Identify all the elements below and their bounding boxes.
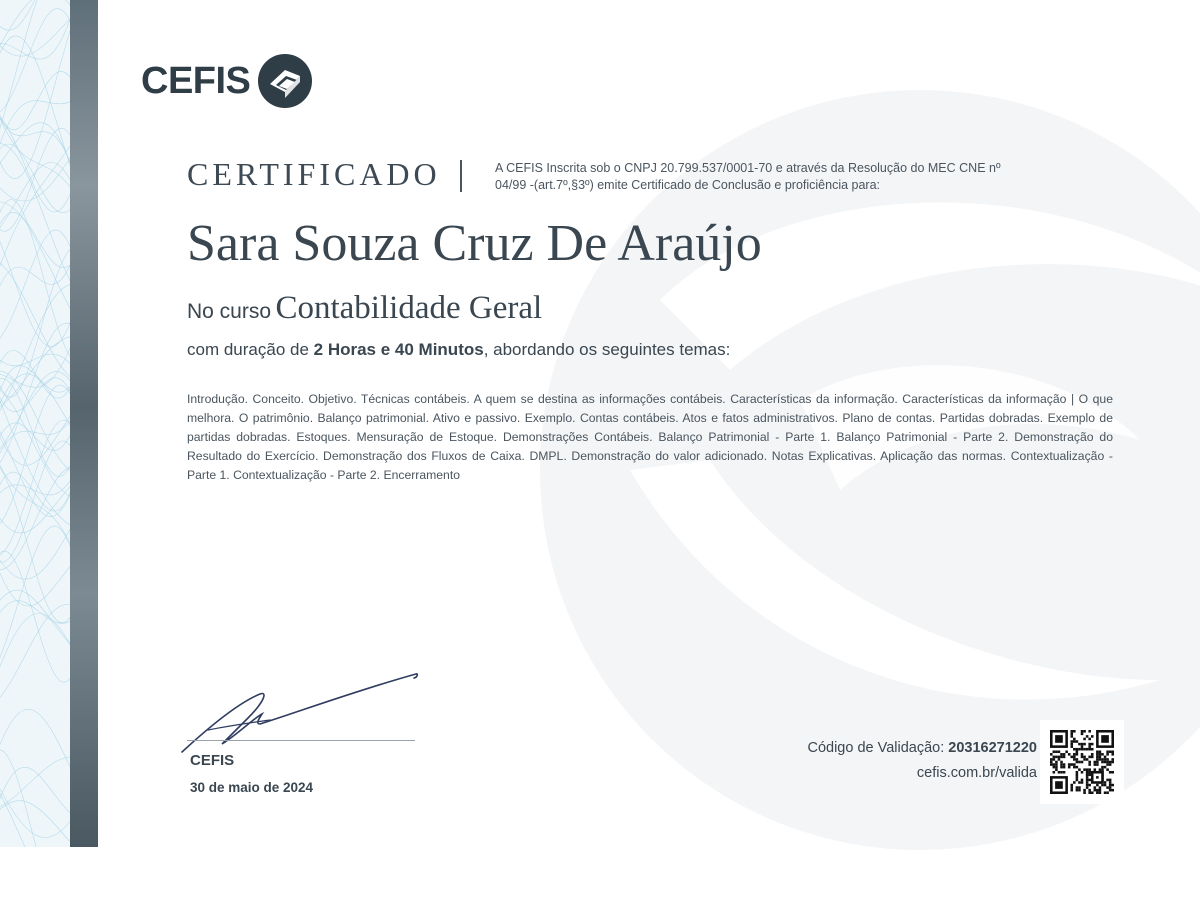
duration-value: 2 Horas e 40 Minutos (313, 340, 484, 359)
course-topics: Introdução. Conceito. Objetivo. Técnicas contábeis. A quem se destina as informações contábeis. Características da informação. Características da informação | O que melhora. O patrimônio. Balanço patrimonial. Ativo e passivo. Exemplo. Contas contábeis. Atos e fatos administrativos. Plano de contas. Partidas dobradas. Exemplo de partidas dobradas. Estoques. Mensuração de Estoque. Demonstrações Contábeis. Balanço Patrimonial - Parte 1. Balanço Patrimonial - Parte 2. Demonstração do Resultado do Exercício. Demonstração dos Fluxos de Caixa. DMPL. Demonstração do valor adicionado. Notas Explicativas. Aplicação das normas. Contextualização - Parte 1. Contextualização - Parte 2. Encerramento (187, 392, 1113, 482)
brand-logo (141, 52, 314, 110)
decorative-side-bar (70, 0, 98, 847)
recipient-name: Sara Souza Cruz De Araújo (187, 215, 762, 272)
book-in-circle-icon (256, 52, 314, 110)
course-prefix: No curso (187, 300, 272, 323)
signature-line (187, 740, 415, 741)
validation-url[interactable]: cefis.com.br/valida (916, 765, 1037, 781)
signatory-name: CEFIS (190, 752, 235, 769)
course-line (187, 290, 542, 327)
qr-code-icon[interactable] (1050, 730, 1114, 794)
duration-line (187, 340, 730, 360)
issue-date: 30 de maio de 2024 (190, 780, 314, 795)
legal-statement: A CEFIS Inscrita sob o CNPJ 20.799.537/0001-70 e através da Resolução do MEC CNE nº 04/99 -(art.7º,§3º) emite Certificado de Conclusão e proficiência para: (495, 161, 1001, 192)
brand-name: CEFIS (141, 59, 251, 102)
validation-label: Código de Validação: (807, 740, 945, 756)
validation-block (807, 740, 1037, 781)
certificate-title: CERTIFICADO (187, 156, 441, 192)
duration-prefix: com duração de (187, 340, 309, 359)
signature-graphic (178, 668, 423, 758)
heading-divider (460, 160, 462, 192)
validation-code: 20316271220 (948, 740, 1037, 756)
duration-suffix: , abordando os seguintes temas: (483, 340, 731, 359)
course-name: Contabilidade Geral (275, 290, 543, 326)
decorative-pattern (0, 0, 70, 847)
